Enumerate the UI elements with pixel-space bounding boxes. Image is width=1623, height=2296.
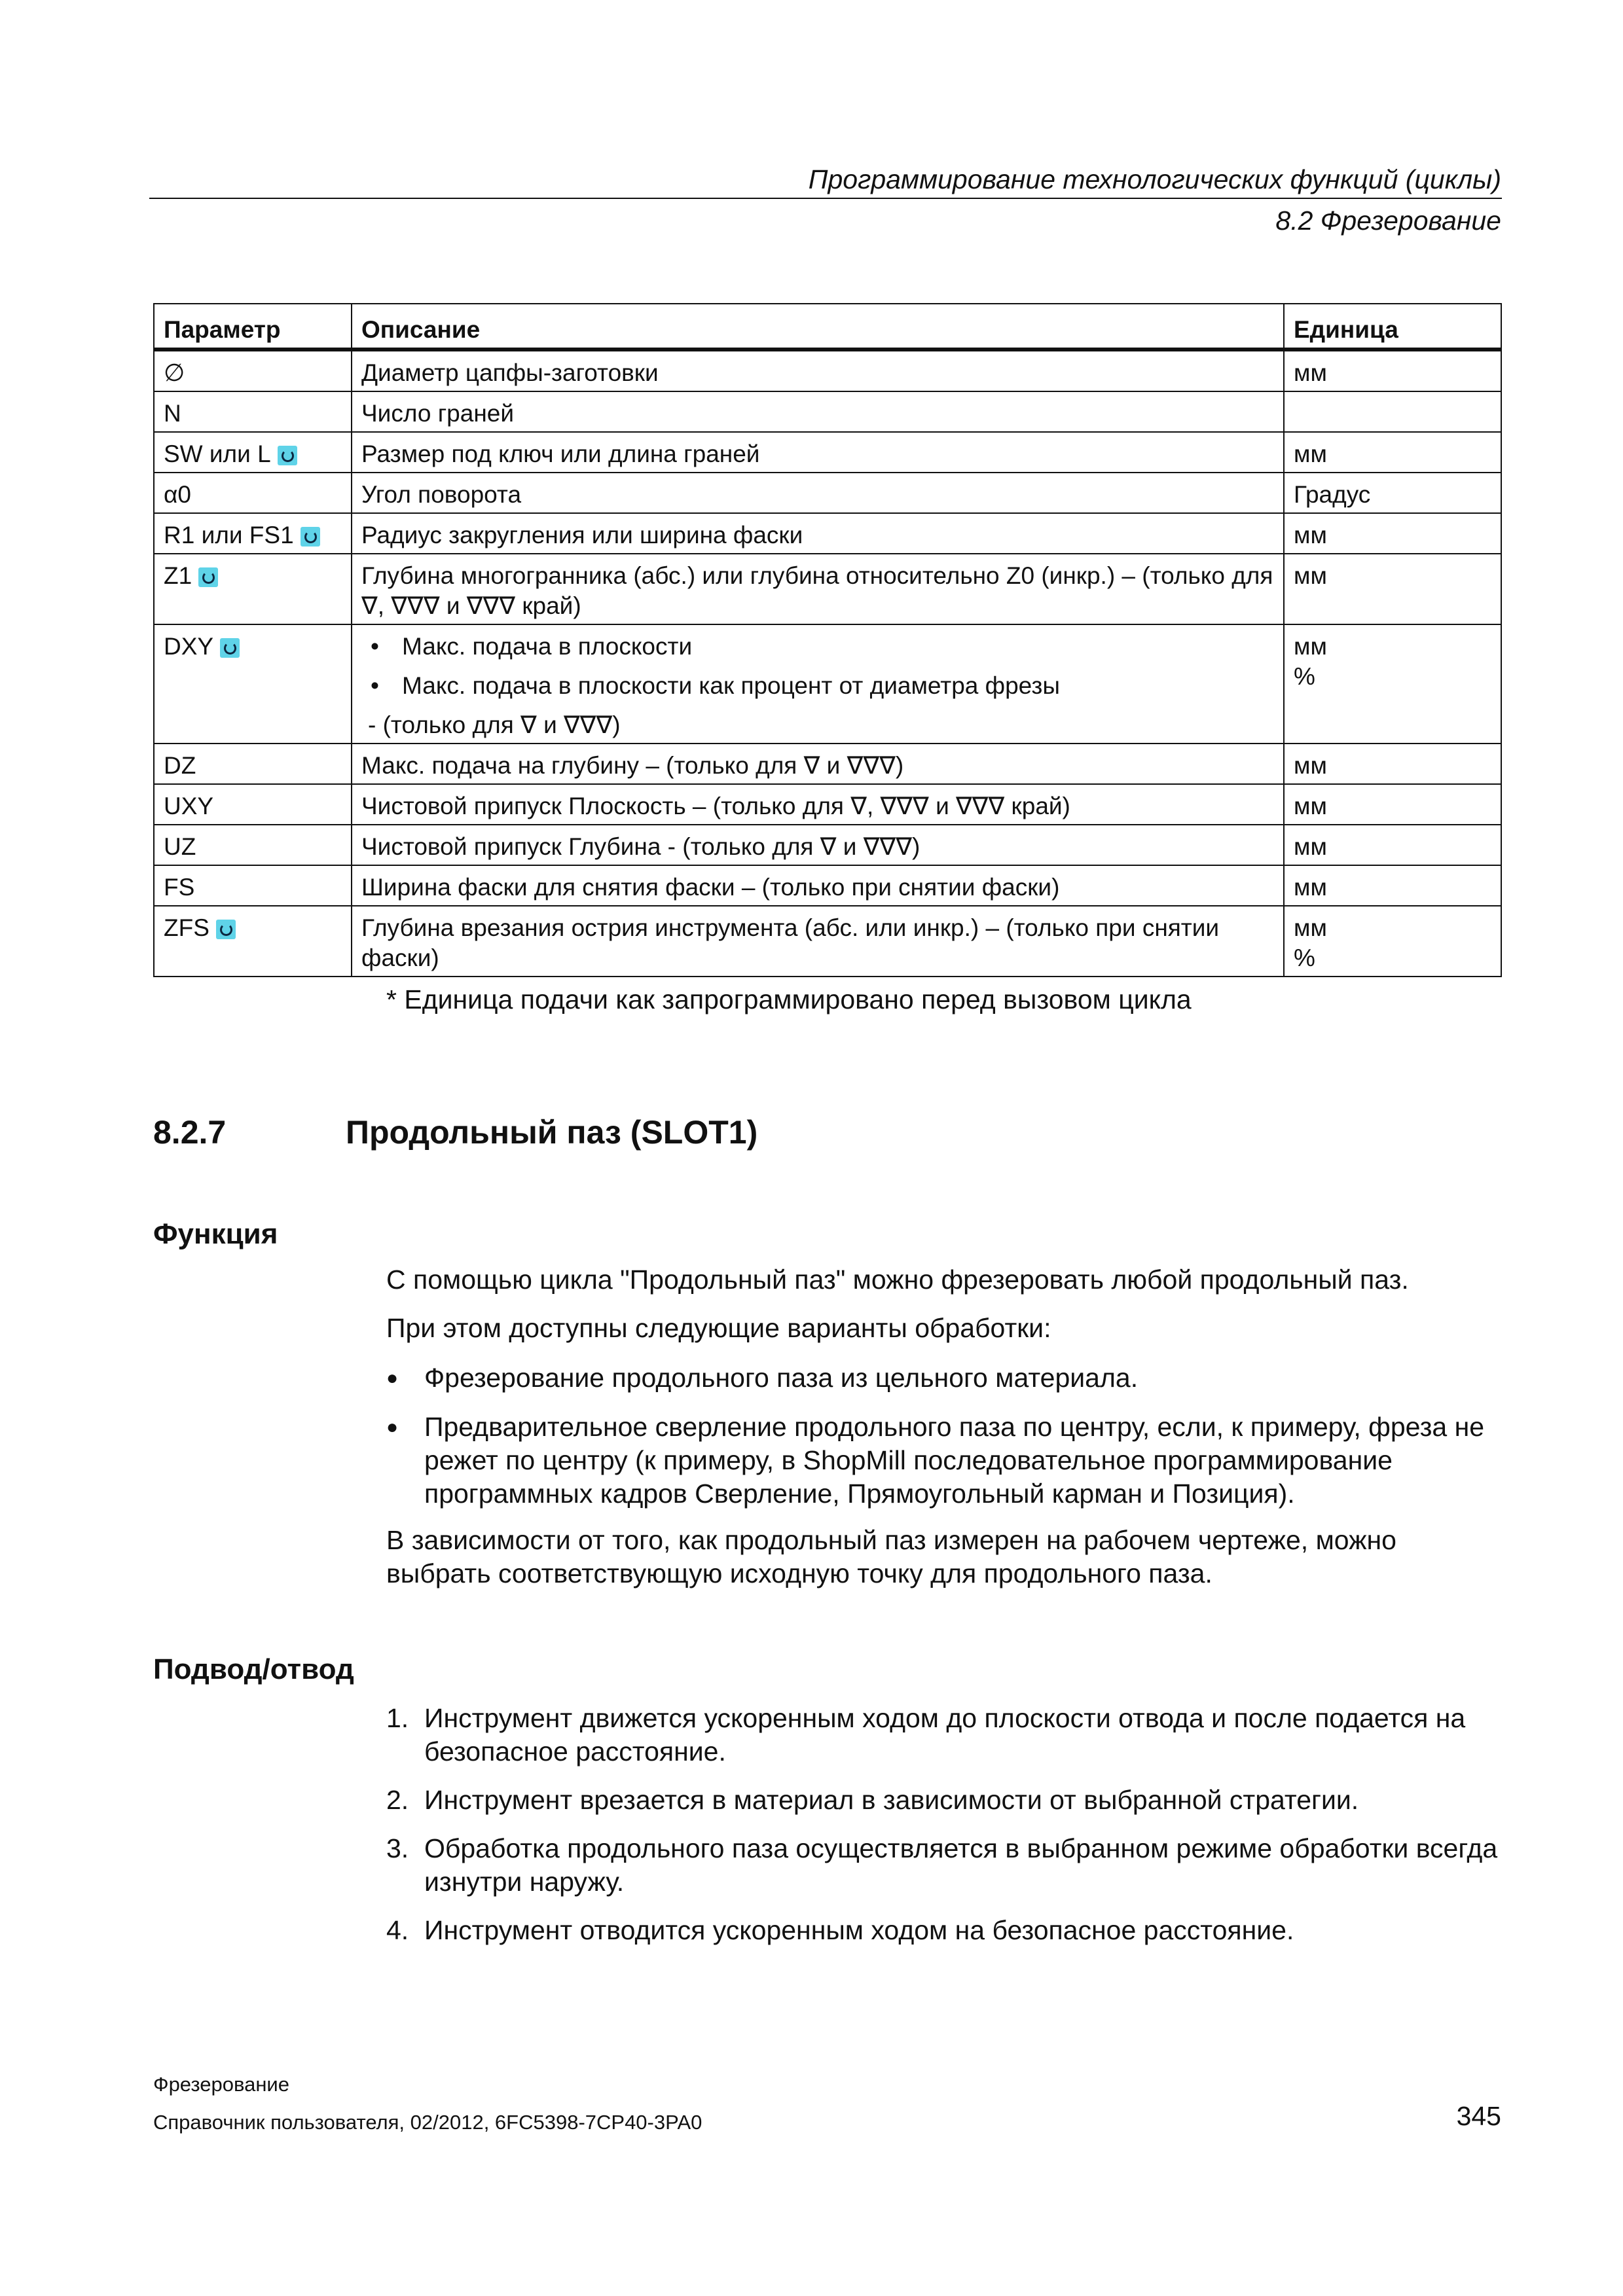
parameter-name: ∅: [164, 359, 185, 386]
description-cell: [352, 784, 1284, 825]
unit-value: мм: [1294, 874, 1327, 901]
unit-cell: [1284, 554, 1501, 624]
unit-value: мм: [1294, 793, 1327, 819]
table-row: [154, 784, 1501, 825]
variable-toggle-icon: [198, 567, 218, 587]
description-cell: [352, 554, 1284, 624]
table-body: [154, 350, 1501, 977]
unit-value: мм: [1294, 633, 1327, 660]
description-text: Чистовой припуск Глубина - (только для ∇ и ∇∇∇): [361, 833, 921, 860]
parameter-cell: [154, 554, 352, 624]
table-row: [154, 513, 1501, 554]
unit-cell: [1284, 906, 1501, 977]
table-row: [154, 350, 1501, 391]
list-item: [386, 1832, 1499, 1899]
table-row: [154, 624, 1501, 744]
parameter-table: [153, 303, 1502, 977]
description-text: Глубина врезания острия инструмента (абс. или инкр.) – (только при снятии фаски): [361, 914, 1220, 971]
column-header-unit: Единица: [1284, 304, 1501, 350]
unit-value: мм: [1294, 359, 1327, 386]
step-number: 3.: [386, 1833, 409, 1863]
unit-cell: [1284, 744, 1501, 784]
step-text: Инструмент врезается в материал в зависимости от выбранной стратегии.: [424, 1785, 1359, 1815]
parameter-cell: [154, 624, 352, 744]
step-number: 4.: [386, 1915, 409, 1945]
unit-cell: [1284, 825, 1501, 865]
parameter-name: SW или L: [164, 440, 271, 467]
description-note: - (только для ∇ и ∇∇∇): [368, 711, 621, 738]
column-header-parameter: Параметр: [154, 304, 352, 350]
step-text: Обработка продольного паза осуществляется в выбранном режиме обработки всегда изнутри наружу.: [424, 1833, 1498, 1897]
function-paragraph-3: В зависимости от того, как продольный паз измерен на рабочем чертеже, можно выбрать соответствующую исходную точку для продольного паза.: [386, 1525, 1396, 1588]
unit-value: мм: [1294, 440, 1327, 467]
description-cell: [352, 825, 1284, 865]
variable-toggle-icon: [278, 446, 297, 465]
list-item: [386, 1784, 1499, 1817]
unit-value: мм: [1294, 522, 1327, 548]
parameter-name: DXY: [164, 633, 214, 660]
footer-section: Фрезерование: [153, 2073, 289, 2096]
approach-heading: Подвод/отвод: [153, 1653, 354, 1685]
table-header-row: [154, 304, 1501, 350]
section-title: Продольный паз (SLOT1): [346, 1114, 758, 1151]
description-cell: [352, 432, 1284, 473]
table-row: [154, 432, 1501, 473]
unit-cell: [1284, 473, 1501, 513]
header-divider: [149, 198, 1502, 199]
parameter-cell: [154, 513, 352, 554]
parameter-name: UXY: [164, 793, 214, 819]
list-item: ● Фрезерование продольного паза из цельного материала.: [386, 1361, 1493, 1395]
parameter-name: Z1: [164, 562, 192, 589]
parameter-name: DZ: [164, 752, 196, 779]
footer-manual-info: Справочник пользователя, 02/2012, 6FC5398-7CP40-3PA0: [153, 2111, 702, 2134]
function-paragraph-2: При этом доступны следующие варианты обработки:: [386, 1313, 1051, 1343]
description-bullet-list: [361, 632, 1275, 701]
description-cell: [352, 865, 1284, 906]
list-item: ● Предварительное сверление продольного паза по центру, если, к примеру, фреза не режет по центру (к примеру, в ShopMill последовательное программирование программных кадров Сверление, Прямоугольный карман и Позиция).: [386, 1410, 1493, 1511]
description-text: Угол поворота: [361, 481, 522, 508]
description-cell: [352, 906, 1284, 977]
parameter-name: FS: [164, 874, 195, 901]
parameter-cell: [154, 391, 352, 432]
description-text: Ширина фаски для снятия фаски – (только при снятии фаски): [361, 874, 1060, 901]
table-row: [154, 906, 1501, 977]
approach-steps-list: [386, 1702, 1499, 1962]
description-cell: [352, 473, 1284, 513]
unit-value: мм: [1294, 752, 1327, 779]
parameter-cell: [154, 350, 352, 391]
function-paragraph-1: С помощью цикла "Продольный паз" можно фрезеровать любой продольный паз.: [386, 1265, 1409, 1295]
unit-cell: [1284, 513, 1501, 554]
column-header-description: Описание: [352, 304, 1284, 350]
table-row: [154, 825, 1501, 865]
step-text: Инструмент отводится ускоренным ходом на безопасное расстояние.: [424, 1915, 1294, 1945]
parameter-cell: [154, 473, 352, 513]
parameter-cell: [154, 865, 352, 906]
description-cell: [352, 350, 1284, 391]
unit-cell: [1284, 350, 1501, 391]
variable-toggle-icon: [220, 638, 240, 658]
unit-value: мм: [1294, 562, 1327, 589]
unit-cell: [1284, 624, 1501, 744]
step-number: 1.: [386, 1703, 409, 1733]
table-row: [154, 473, 1501, 513]
description-text: Число граней: [361, 400, 515, 427]
variable-toggle-icon: [301, 527, 320, 547]
table-row: [154, 744, 1501, 784]
list-item: • Макс. подача в плоскости как процент от диаметра фрезы: [361, 671, 1275, 701]
unit-value: Градус: [1294, 481, 1371, 508]
function-bullet-list: [386, 1361, 1493, 1526]
section-number: 8.2.7: [153, 1114, 227, 1151]
list-item: [386, 1914, 1499, 1947]
description-cell: [352, 513, 1284, 554]
description-cell: [352, 624, 1284, 744]
unit-cell: [1284, 432, 1501, 473]
unit-cell: [1284, 865, 1501, 906]
description-text: Размер под ключ или длина граней: [361, 440, 760, 467]
list-item: [386, 1702, 1499, 1768]
parameter-name: UZ: [164, 833, 196, 860]
unit-value: %: [1294, 663, 1315, 690]
parameter-cell: [154, 825, 352, 865]
step-text: Инструмент движется ускоренным ходом до плоскости отвода и после подается на безопасное расстояние.: [424, 1703, 1466, 1767]
table-row: [154, 554, 1501, 624]
description-text: Диаметр цапфы-заготовки: [361, 359, 659, 386]
unit-value: мм: [1294, 914, 1327, 941]
list-item: • Макс. подача в плоскости: [361, 632, 1275, 662]
description-text: Чистовой припуск Плоскость – (только для ∇, ∇∇∇ и ∇∇∇ край): [361, 793, 1070, 819]
unit-value: мм: [1294, 833, 1327, 860]
variable-toggle-icon: [216, 920, 236, 939]
table-row: [154, 865, 1501, 906]
unit-value: %: [1294, 944, 1315, 971]
header-section: 8.2 Фрезерование: [1275, 206, 1501, 236]
description-text: Радиус закругления или ширина фаски: [361, 522, 803, 548]
table-footnote: * Единица подачи как запрограммировано перед вызовом цикла: [386, 984, 1192, 1014]
parameter-name: ZFS: [164, 914, 210, 941]
parameter-name: N: [164, 400, 181, 427]
description-text: Макс. подача на глубину – (только для ∇ и ∇∇∇): [361, 752, 904, 779]
header-title: Программирование технологических функций (циклы): [808, 164, 1501, 194]
parameter-cell: [154, 784, 352, 825]
function-heading: Функция: [153, 1218, 278, 1250]
description-cell: [352, 391, 1284, 432]
description-cell: [352, 744, 1284, 784]
step-number: 2.: [386, 1785, 409, 1815]
description-text: Глубина многогранника (абс.) или глубина относительно Z0 (инкр.) – (только для ∇, ∇∇∇ и ∇∇∇ край): [361, 562, 1273, 619]
unit-cell: [1284, 391, 1501, 432]
table-row: [154, 391, 1501, 432]
unit-cell: [1284, 784, 1501, 825]
parameter-name: α0: [164, 481, 191, 508]
parameter-name: R1 или FS1: [164, 522, 294, 548]
parameter-cell: [154, 744, 352, 784]
parameter-cell: [154, 432, 352, 473]
page-number: 345: [1456, 2101, 1501, 2131]
parameter-cell: [154, 906, 352, 977]
